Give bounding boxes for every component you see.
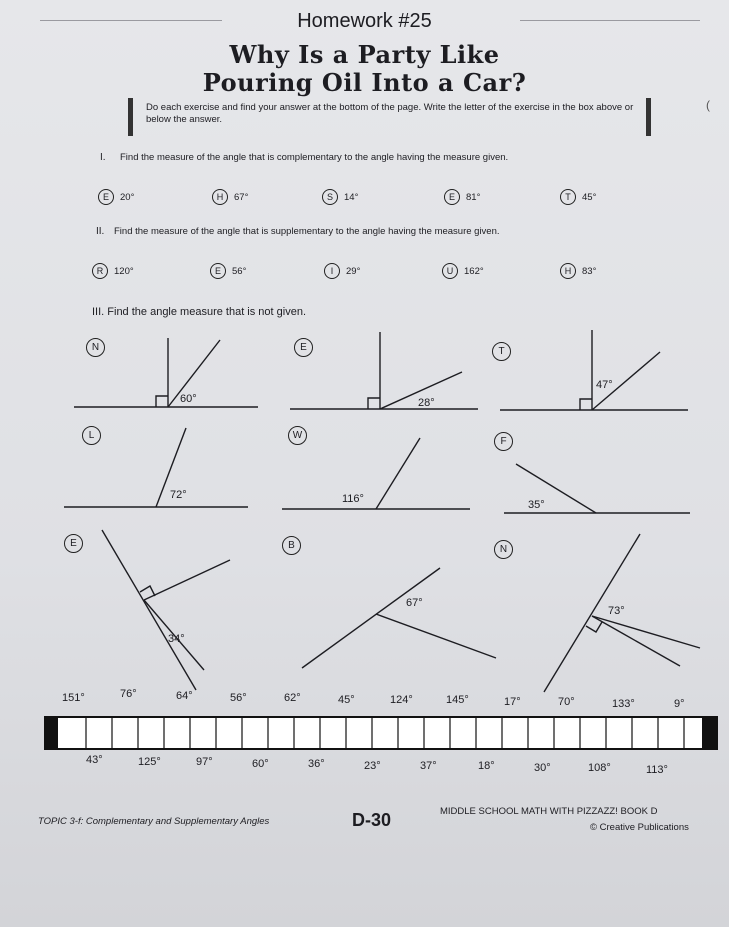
angle-label: 72° bbox=[170, 489, 187, 501]
figure-line bbox=[376, 614, 496, 658]
figure-line bbox=[102, 530, 196, 690]
riddle-line-2: Pouring Oil Into a Car? bbox=[202, 68, 527, 97]
answer-bottom: 30° bbox=[534, 762, 551, 774]
answer-top: 62° bbox=[284, 692, 301, 704]
answer-top: 133° bbox=[612, 698, 635, 710]
answer-bottom: 97° bbox=[196, 756, 213, 768]
figure-letter-circle: F bbox=[494, 432, 513, 451]
answer-letter-circle: H bbox=[212, 189, 228, 205]
section3-title: III. Find the angle measure that is not given. bbox=[92, 306, 307, 318]
answer-letter-circle: U bbox=[442, 263, 458, 279]
riddle-line-1: Why Is a Party Like bbox=[229, 40, 500, 69]
instructions-text: Do each exercise and find your answer at the bottom of the page. Write the letter of the exercise in the box above or below the answer. bbox=[146, 102, 634, 125]
right-angle-mark bbox=[580, 399, 592, 410]
choice-value: 14° bbox=[344, 191, 359, 203]
footer-book: MIDDLE SCHOOL MATH WITH PIZZAZZ! BOOK D bbox=[440, 806, 658, 817]
answer-letter-circle: S bbox=[322, 189, 338, 205]
answer-top: 56° bbox=[230, 692, 247, 704]
footer-topic: TOPIC 3-f: Complementary and Supplementary Angles bbox=[38, 816, 270, 827]
figure-letter-circle: E bbox=[294, 338, 313, 357]
angle-label: 67° bbox=[406, 597, 423, 609]
right-angle-mark bbox=[586, 622, 602, 632]
right-angle-mark bbox=[368, 398, 380, 409]
right-angle-mark bbox=[140, 586, 155, 596]
answer-bottom: 23° bbox=[364, 760, 381, 772]
answer-bottom: 60° bbox=[252, 758, 269, 770]
homework-title: Homework #25 bbox=[297, 10, 432, 32]
footer-publisher: © Creative Publications bbox=[590, 822, 689, 833]
section1-prompt: Find the measure of the angle that is complementary to the angle having the measure given. bbox=[120, 152, 509, 163]
answer-strip-boxes bbox=[46, 718, 716, 748]
figure-letter-circle: E bbox=[64, 534, 83, 553]
answer-top: 145° bbox=[446, 694, 469, 706]
choice-value: 29° bbox=[346, 265, 361, 277]
angle-label: 34° bbox=[168, 633, 185, 645]
choice-value: 20° bbox=[120, 191, 135, 203]
answer-letter-circle: I bbox=[324, 263, 340, 279]
figure-letter-circle: B bbox=[282, 536, 301, 555]
answer-bottom: 37° bbox=[420, 760, 437, 772]
answer-letter-circle: E bbox=[444, 189, 460, 205]
angle-label: 60° bbox=[180, 393, 197, 405]
answer-top: 45° bbox=[338, 694, 355, 706]
angle-label: 28° bbox=[418, 397, 435, 409]
figure-letter-circle: W bbox=[288, 426, 307, 445]
answer-letter-circle: H bbox=[560, 263, 576, 279]
right-angle-mark bbox=[156, 396, 168, 407]
strip-end-cap bbox=[702, 718, 716, 748]
angle-label: 35° bbox=[528, 499, 545, 511]
strip-end-cap bbox=[46, 718, 58, 748]
figure-letter-circle: N bbox=[86, 338, 105, 357]
answer-strip bbox=[44, 716, 718, 750]
answer-letter-circle: T bbox=[560, 189, 576, 205]
angle-label: 47° bbox=[596, 379, 613, 391]
figure-line bbox=[592, 616, 680, 666]
section2-prompt: Find the measure of the angle that is supplementary to the angle having the measure given. bbox=[114, 226, 500, 237]
answer-bottom: 43° bbox=[86, 754, 103, 766]
answer-bottom: 125° bbox=[138, 756, 161, 768]
angle-label: 116° bbox=[342, 493, 364, 505]
choice-value: 162° bbox=[464, 265, 484, 277]
angle-label: 73° bbox=[608, 605, 625, 617]
choice-value: 83° bbox=[582, 265, 597, 277]
answer-bottom: 36° bbox=[308, 758, 325, 770]
answer-top: 76° bbox=[120, 688, 137, 700]
answer-letter-circle: R bbox=[92, 263, 108, 279]
section1-number: I. bbox=[100, 152, 106, 163]
answer-bottom: 18° bbox=[478, 760, 495, 772]
answer-top: 9° bbox=[674, 698, 685, 710]
choice-value: 45° bbox=[582, 191, 597, 203]
figure-line bbox=[592, 616, 700, 648]
figure-letter-circle: N bbox=[494, 540, 513, 559]
answer-bottom: 108° bbox=[588, 762, 611, 774]
answer-letter-circle: E bbox=[98, 189, 114, 205]
figure-line bbox=[544, 534, 640, 692]
answer-top: 70° bbox=[558, 696, 575, 708]
figure-line bbox=[376, 438, 420, 509]
figure-line bbox=[302, 568, 440, 668]
section2-number: II. bbox=[96, 226, 105, 237]
answer-top: 124° bbox=[390, 694, 413, 706]
choice-value: 67° bbox=[234, 191, 249, 203]
answer-top: 151° bbox=[62, 692, 85, 704]
corner-mark: ( bbox=[706, 98, 710, 112]
answer-letter-circle: E bbox=[210, 263, 226, 279]
choice-value: 120° bbox=[114, 265, 134, 277]
figure-letter-circle: T bbox=[492, 342, 511, 361]
figure-line bbox=[144, 560, 230, 600]
answer-top: 64° bbox=[176, 690, 193, 702]
figure-letter-circle: L bbox=[82, 426, 101, 445]
footer-page-code: D-30 bbox=[352, 810, 392, 830]
answer-bottom: 113° bbox=[646, 764, 668, 776]
choice-value: 56° bbox=[232, 265, 247, 277]
choice-value: 81° bbox=[466, 191, 481, 203]
answer-top: 17° bbox=[504, 696, 521, 708]
